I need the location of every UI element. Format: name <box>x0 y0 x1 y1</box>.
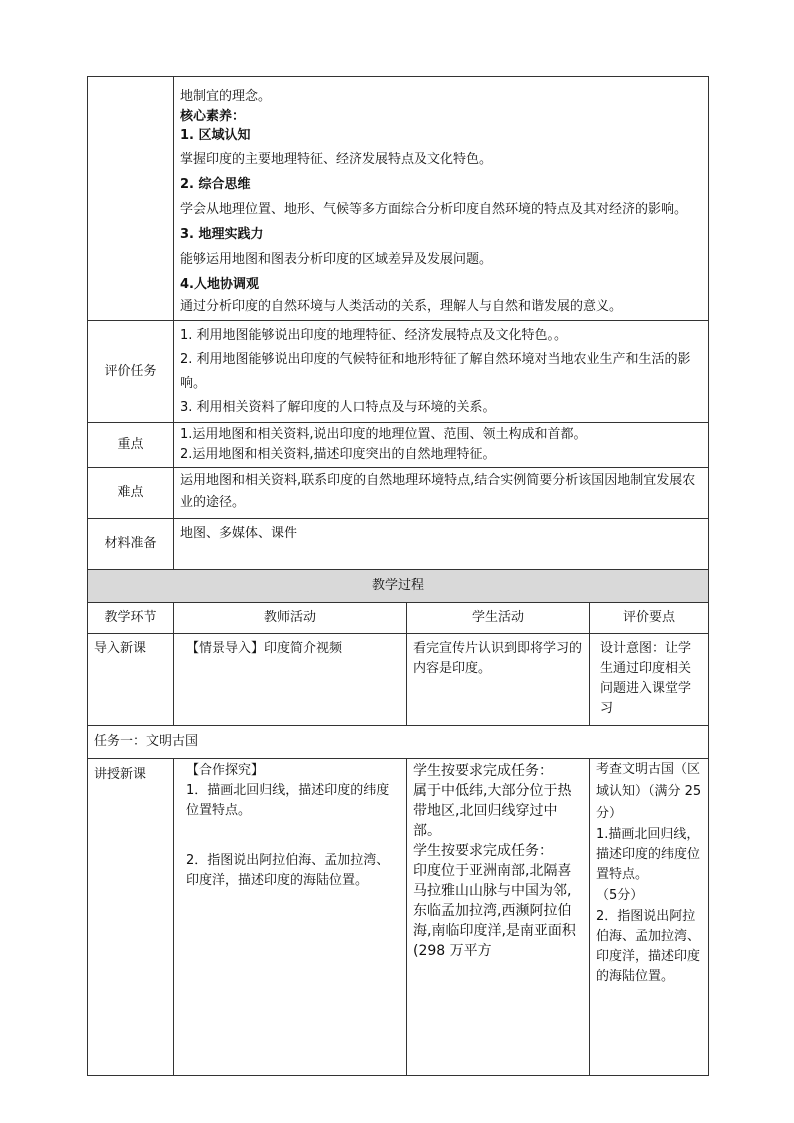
intro-row <box>88 634 709 726</box>
objectives-content <box>174 77 709 321</box>
teacher-cooperative-title: 【合作探究】 <box>186 763 265 778</box>
eval-point-1: 考查文明古国（区域认知）（满分 25分） <box>596 762 702 821</box>
difficulty-row <box>88 468 709 519</box>
col-header-teacher: 教师活动 <box>174 603 407 634</box>
difficulty-label: 难点 <box>88 468 174 519</box>
task1-row <box>88 726 709 759</box>
key-points-label: 重点 <box>88 423 174 468</box>
process-header-row <box>88 603 709 634</box>
eval-task-row <box>88 321 709 423</box>
literacy-text-3: 能够运用地图和图表分析印度的区域差异及发展问题。 <box>180 252 493 267</box>
lecture-student <box>407 759 590 1076</box>
difficulty-text: 运用地图和相关资料,联系印度的自然地理环境特点,结合实例简要分析该国因地制宜发展农业的途径。 <box>174 468 709 519</box>
teacher-task-2: 2．指图说出阿拉伯海、孟加拉湾、印度洋，描述印度的海陆位置。 <box>186 853 390 888</box>
literacy-heading-4: 4.人地协调观 <box>180 277 259 292</box>
eval-task-label: 评价任务 <box>88 321 174 423</box>
student-task-1-head: 学生按要求完成任务： <box>413 763 553 779</box>
eval-point-score: （5分） <box>596 888 644 903</box>
materials-label: 材料准备 <box>88 519 174 570</box>
literacy-text-2: 学会从地理位置、地形、气候等多方面综合分析印度自然环境的特点及其对经济的影响。 <box>180 202 688 217</box>
task1-title: 任务一：文明古国 <box>88 726 709 759</box>
key-points-row <box>88 423 709 468</box>
literacy-text-1: 掌握印度的主要地理特征、经济发展特点及文化特色。 <box>180 152 493 167</box>
intro-teacher: 【情景导入】印度简介视频 <box>174 634 407 726</box>
student-task-2-answer: 印度位于亚洲南部,北隔喜马拉雅山山脉与中国为邻,东临孟加拉湾,西濒阿拉伯海,南临印度洋,是南亚面积(298 万平方 <box>413 863 576 959</box>
key-points-content <box>174 423 709 468</box>
teacher-task-1: 1．描画北回归线，描述印度的纬度位置特点。 <box>186 783 390 818</box>
intro-phase: 导入新课 <box>88 634 174 726</box>
process-title-row <box>88 570 709 603</box>
col-header-eval: 评价要点 <box>590 603 709 634</box>
student-task-2-head: 学生按要求完成任务： <box>413 843 553 859</box>
core-literacy-heading: 核心素养： <box>180 109 246 124</box>
objectives-row <box>88 77 709 321</box>
eval-task-content <box>174 321 709 423</box>
objectives-label-cell <box>88 77 174 321</box>
key-point-item: 1.运用地图和相关资料,说出印度的地理位置、范围、领土构成和首都。 <box>180 427 587 442</box>
lesson-plan-table <box>87 76 709 1076</box>
materials-text: 地图、多媒体、课件 <box>174 519 709 570</box>
key-point-item: 2.运用地图和相关资料,描述印度突出的自然地理特征。 <box>180 447 496 462</box>
literacy-heading-1: 1. 区域认知 <box>180 128 251 143</box>
literacy-text-4: 通过分析印度的自然环境与人类活动的关系，理解人与自然和谐发展的意义。 <box>180 299 623 314</box>
literacy-heading-2: 2. 综合思维 <box>180 177 251 192</box>
eval-task-item: 2. 利用地图能够说出印度的气候特征和地形特征了解自然环境对当地农业生产和生活的影响。 <box>180 352 691 391</box>
intro-student: 看完宣传片认识到即将学习的内容是印度。 <box>407 634 590 726</box>
intro-eval: 设计意图：让学生通过印度相关问题进入课堂学习 <box>590 634 709 726</box>
lecture-teacher <box>174 759 407 1076</box>
process-title: 教学过程 <box>88 570 709 603</box>
student-task-1-answer: 属于中低纬,大部分位于热带地区,北回归线穿过中部。 <box>413 783 572 839</box>
lecture-phase: 讲授新课 <box>88 759 174 1076</box>
col-header-student: 学生活动 <box>407 603 590 634</box>
eval-point-3: 2．指图说出阿拉伯海、孟加拉湾、印度洋，描述印度的海陆位置。 <box>596 909 701 984</box>
lecture-eval <box>590 759 709 1076</box>
objective-line: 地制宜的理念。 <box>180 89 272 104</box>
lecture-row <box>88 759 709 1076</box>
eval-task-item: 1. 利用地图能够说出印度的地理特征、经济发展特点及文化特色。。 <box>180 328 568 343</box>
literacy-heading-3: 3. 地理实践力 <box>180 227 264 242</box>
eval-task-item: 3. 利用相关资料了解印度的人口特点及与环境的关系。 <box>180 400 496 415</box>
eval-point-2: 1.描画北回归线，描述印度的纬度位置特点。 <box>596 827 701 882</box>
col-header-phase: 教学环节 <box>88 603 174 634</box>
materials-row <box>88 519 709 570</box>
